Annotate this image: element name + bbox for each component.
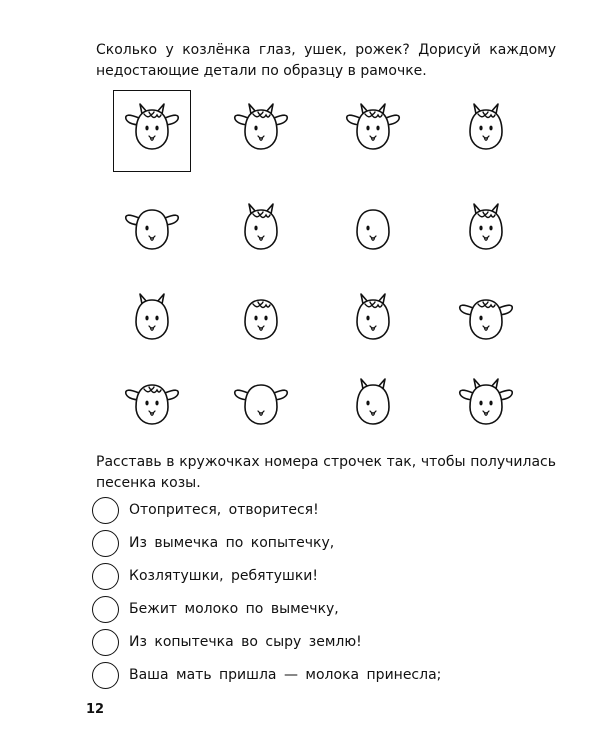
goat-eye bbox=[489, 401, 492, 406]
goat-eye bbox=[489, 226, 492, 231]
song-line-text: Из копытечка во сыру землю! bbox=[129, 634, 362, 650]
goat-eye bbox=[145, 126, 148, 131]
goat-eye bbox=[254, 126, 257, 131]
number-circle[interactable] bbox=[92, 497, 119, 524]
song-line-text: Бежит молоко по вымечку, bbox=[129, 601, 339, 617]
song-line-text: Из вымечка по копытечку, bbox=[129, 535, 335, 551]
goat-eye bbox=[264, 316, 267, 321]
number-circle[interactable] bbox=[92, 629, 119, 656]
task-2-instruction: Расставь в кружочках номера строчек так, чтобы получилась песенка козы. bbox=[96, 454, 556, 491]
goat-eye bbox=[366, 226, 369, 231]
task-1-instruction: Сколько у козлёнка глаз, ушек, рожек? Дорисуй каждому недостающие детали по образцу в рамочке. bbox=[96, 42, 556, 79]
goat-head bbox=[446, 93, 526, 163]
goat-face bbox=[470, 385, 502, 424]
goat-head bbox=[221, 283, 301, 353]
goat-eye bbox=[479, 316, 482, 321]
goat-eye bbox=[376, 126, 379, 131]
song-line-row bbox=[92, 660, 441, 690]
goat-eye bbox=[254, 316, 257, 321]
goat-head bbox=[446, 368, 526, 438]
goat-head bbox=[446, 283, 526, 353]
goat-eye bbox=[254, 226, 257, 231]
goat-eye bbox=[479, 226, 482, 231]
goat-head bbox=[333, 283, 413, 353]
song-line-row bbox=[92, 627, 362, 657]
goat-face bbox=[357, 385, 389, 424]
number-circle[interactable] bbox=[92, 596, 119, 623]
goat-head bbox=[333, 368, 413, 438]
song-line-row bbox=[92, 528, 334, 558]
goat-eye bbox=[155, 401, 158, 406]
goat-face bbox=[136, 210, 168, 249]
goat-eye bbox=[366, 126, 369, 131]
song-line-text: Козлятушки, ребятушки! bbox=[129, 568, 318, 584]
number-circle[interactable] bbox=[92, 530, 119, 557]
goat-eye bbox=[489, 126, 492, 131]
song-line-text: Отопритеся, отворитеся! bbox=[129, 502, 319, 518]
goat-head bbox=[112, 283, 192, 353]
goat-face bbox=[245, 385, 277, 424]
goat-head bbox=[112, 193, 192, 263]
song-line-row bbox=[92, 594, 339, 624]
goat-head bbox=[112, 368, 192, 438]
goat-eye bbox=[145, 226, 148, 231]
page-number: 12 bbox=[86, 702, 105, 717]
goat-head bbox=[333, 93, 413, 163]
goat-head bbox=[446, 193, 526, 263]
goat-face bbox=[136, 300, 168, 339]
goat-head bbox=[221, 93, 301, 163]
goat-eye bbox=[479, 126, 482, 131]
goat-eye bbox=[479, 401, 482, 406]
goat-head bbox=[112, 93, 192, 163]
number-circle[interactable] bbox=[92, 563, 119, 590]
goat-eye bbox=[366, 401, 369, 406]
number-circle[interactable] bbox=[92, 662, 119, 689]
goat-eye bbox=[145, 316, 148, 321]
goat-head bbox=[221, 368, 301, 438]
goat-eye bbox=[155, 316, 158, 321]
song-line-row bbox=[92, 495, 319, 525]
song-line-text: Ваша мать пришла — молока принесла; bbox=[129, 667, 442, 683]
goat-eye bbox=[366, 316, 369, 321]
song-line-row bbox=[92, 561, 318, 591]
goat-face bbox=[357, 210, 389, 249]
goat-head bbox=[333, 193, 413, 263]
goat-eye bbox=[155, 126, 158, 131]
goat-head bbox=[221, 193, 301, 263]
goat-eye bbox=[145, 401, 148, 406]
